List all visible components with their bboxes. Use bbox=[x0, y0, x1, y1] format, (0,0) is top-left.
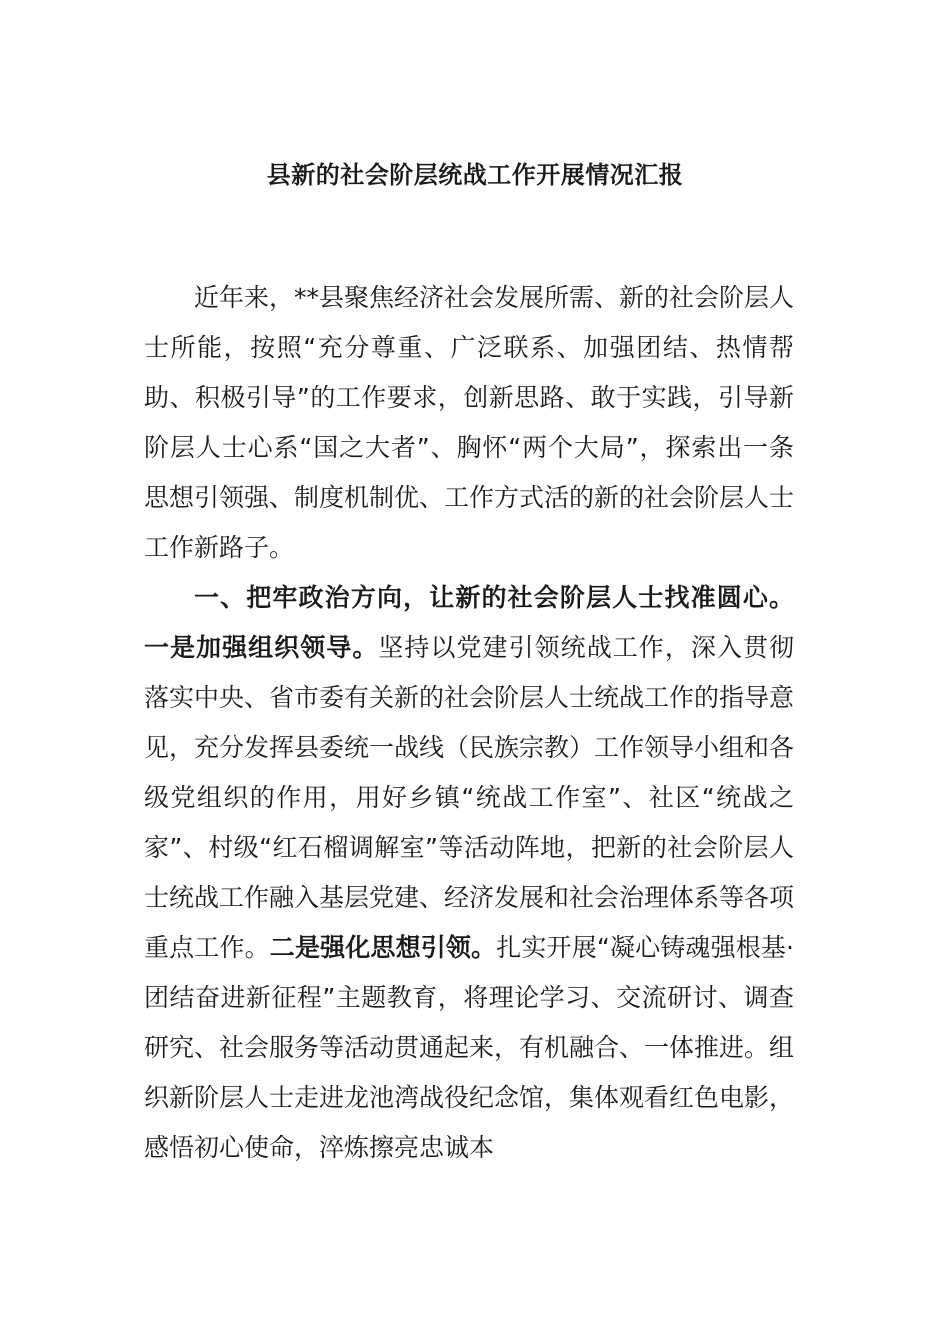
section-heading: 一、把牢政治方向，让新的社会阶层人士找准圆心。 bbox=[194, 583, 794, 612]
section-paragraph bbox=[144, 573, 794, 1173]
document-body bbox=[144, 273, 794, 1173]
intro-paragraph: 近年来，**县聚焦经济社会发展所需、新的社会阶层人士所能，按照“充分尊重、广泛联系、加强团结、热情帮助、积极引导”的工作要求，创新思路、敢于实践，引导新阶层人士心系“国之大者”、胸怀“两个大局”，探索出一条思想引领强、制度机制优、工作方式活的新的社会阶层人士工作新路子。 bbox=[144, 283, 795, 562]
point-heading: 二是强化思想引领。 bbox=[269, 933, 497, 962]
point-text: 扎实开展“凝心铸魂强根基·团结奋进新征程”主题教育，将理论学习、交流研讨、调查研究、社会服务等活动贯通起来，有机融合、一体推进。组织新阶层人士走进龙池湾战役纪念馆，集体观看红色电影，感悟初心使命，淬炼擦亮忠诚本 bbox=[144, 933, 795, 1162]
document-title: 县新的社会阶层统战工作开展情况汇报 bbox=[266, 161, 684, 189]
point-heading: 一是加强组织领导。 bbox=[144, 633, 379, 662]
point-text: 坚持以党建引领统战工作，深入贯彻落实中央、省市委有关新的社会阶层人士统战工作的指导意见，充分发挥县委统一战线（民族宗教）工作领导小组和各级党组织的作用，用好乡镇“统战工作室”、社区“统战之家”、村级“红石榴调解室”等活动阵地，把新的社会阶层人士统战工作融入基层党建、经济发展和社会治理体系等各项重点工作。 bbox=[144, 633, 795, 962]
